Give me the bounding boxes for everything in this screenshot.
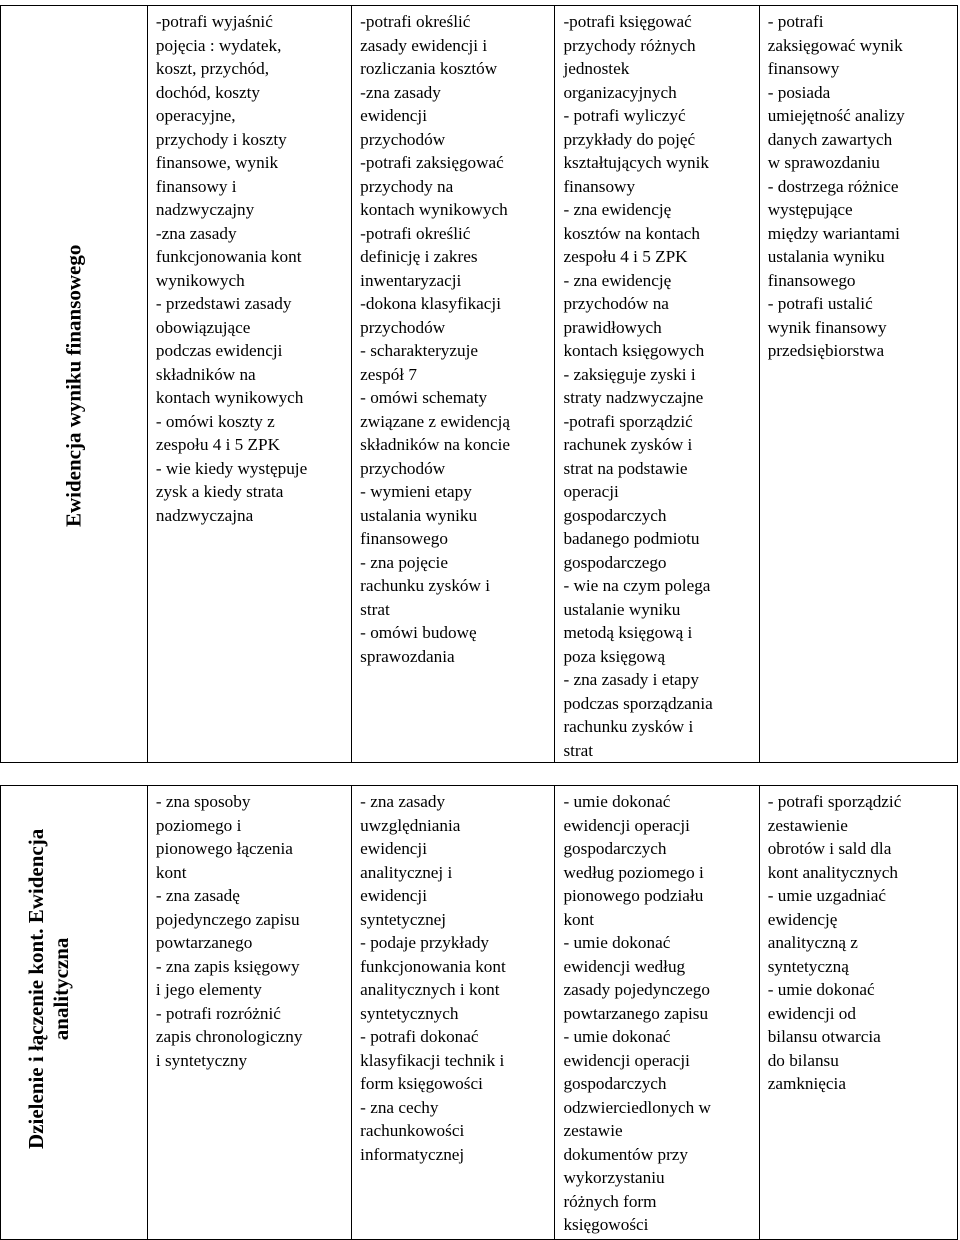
section-title: Ewidencja wyniku finansowego xyxy=(61,244,86,527)
level-cell-3 xyxy=(555,786,759,1240)
section-title-line: analityczna xyxy=(48,937,73,1041)
cell-text: -potrafi wyjaśnić pojęcia : wydatek, koszt, przychód, dochód, koszty operacyjne, przychody i koszty finansowe, wynik finansowy i nadzwyczajny -zna zasady funkcjonowania kont wynikowych - przedstawi zasady obowiązujące podczas ewidencji składników na kontach wynikowych - omówi koszty z zespołu 4 i 5 ZPK - wie kiedy występuje zysk a kiedy strata nadzwyczajna xyxy=(155,12,308,525)
section-cell xyxy=(1,6,148,763)
cell-text: - umie dokonać ewidencji operacji gospodarczych według poziomego i pionowego podziału kont - umie dokonać ewidencji według zasady pojedynczego powtarzanego zapisu - umie dokonać ewidencji operacji gospodarczych odzwierciedlonych w zestawie dokumentów przy wykorzystaniu różnych form księgowości xyxy=(563,792,711,1234)
cell-text: - potrafi sporządzić zestawienie obrotów i sald dla kont analitycznych - umie uzgadniać ewidencję analityczną z syntetyczną - umie dokonać ewidencji od bilansu otwarcia do bilansu zamknięcia xyxy=(767,792,902,1093)
section-title-line: Dzielenie i łączenie kont. Ewidencja xyxy=(23,828,48,1149)
level-cell-3 xyxy=(555,6,759,763)
level-cell-4 xyxy=(759,786,957,1240)
cell-text: -potrafi księgować przychody różnych jednostek organizacyjnych - potrafi wyliczyć przykłady do pojęć kształtujących wynik finansowy - zna ewidencję kosztów na kontach zespołu 4 i 5 ZPK - zna ewidencję przychodów na prawidłowych kontach księgowych - zaksięguje zyski i straty nadzwyczajne -potrafi sporządzić rachunek zysków i strat na podstawie operacji gospodarczych badanego podmiotu gospodarczego - wie na czym polega ustalanie wyniku metodą księgową i poza księgową - zna zasady i etapy podczas sporządzania rachunku zysków i strat xyxy=(563,12,713,760)
table-row xyxy=(1,6,958,763)
level-cell-4 xyxy=(759,6,957,763)
cell-text: - potrafi zaksięgować wynik finansowy - posiada umiejętność analizy danych zawartych w sprawozdaniu - dostrzega różnice występujące między wariantami ustalania wyniku finansowego - potrafi ustalić wynik finansowy przedsiębiorstwa xyxy=(767,12,905,360)
cell-text: - zna zasady uwzględniania ewidencji analitycznej i ewidencji syntetycznej - podaje przykłady funkcjonowania kont analitycznych i kont syntetycznych - potrafi dokonać klasyfikacji technik i form księgowości - zna cechy rachunkowości informatycznej xyxy=(360,792,506,1164)
cell-text: - zna sposoby poziomego i pionowego łączenia kont - zna zasadę pojedynczego zapisu powtarzanego - zna zapis księgowy i jego elementy - potrafi rozróżnić zapis chronologiczny i syntetyczny xyxy=(155,792,303,1070)
level-cell-1 xyxy=(147,6,351,763)
table-ewidencja-wyniku xyxy=(0,5,958,763)
table-row xyxy=(1,786,958,1240)
section-cell xyxy=(1,786,148,1240)
table-dzielenie-kont xyxy=(0,785,958,1240)
level-cell-2 xyxy=(352,786,555,1240)
section-title xyxy=(24,829,74,1149)
level-cell-1 xyxy=(147,786,351,1240)
cell-text: -potrafi określić zasady ewidencji i rozliczania kosztów -zna zasady ewidencji przychodów -potrafi zaksięgować przychody na kontach wynikowych -potrafi określić definicję i zakres inwentaryzacji -dokona klasyfikacji przychodów - scharakteryzuje zespół 7 - omówi schematy związane z ewidencją składników na koncie przychodów - wymieni etapy ustalania wyniku finansowego - zna pojęcie rachunku zysków i strat - omówi budowę sprawozdania xyxy=(360,12,511,666)
level-cell-2 xyxy=(352,6,555,763)
